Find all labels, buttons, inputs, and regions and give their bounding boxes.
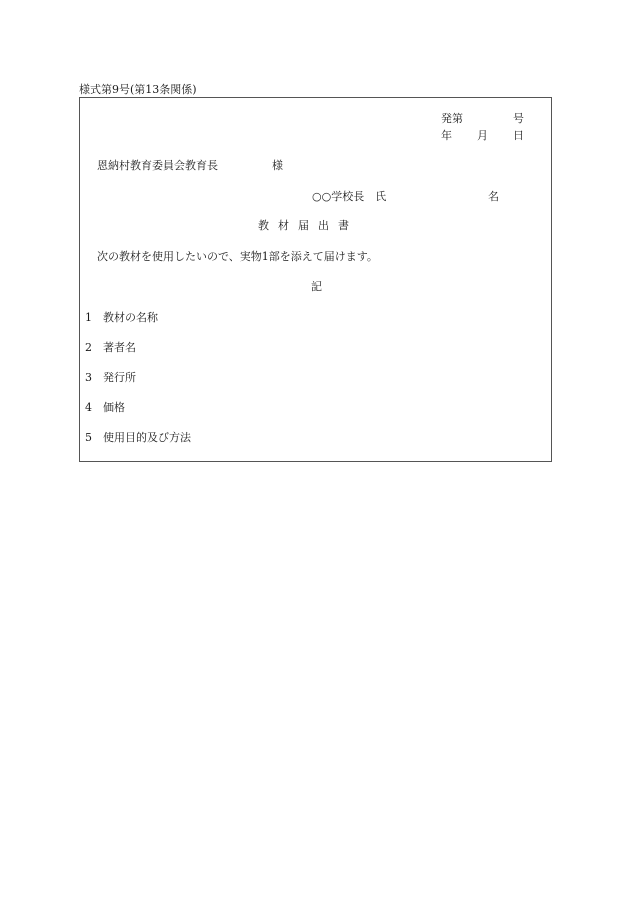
item-number: 1 — [85, 311, 92, 324]
item-number: 3 — [85, 371, 92, 384]
issue-number-suffix: 号 — [513, 112, 524, 125]
date-year: 年 — [441, 129, 452, 142]
list-item — [85, 311, 158, 325]
item-label: 価格 — [103, 401, 125, 414]
item-label: 発行所 — [103, 371, 136, 384]
list-item — [85, 371, 136, 385]
item-label: 使用目的及び方法 — [103, 431, 191, 444]
honorific: 様 — [272, 159, 283, 172]
body-text: 次の教材を使用したいので、実物1部を添えて届けます。 — [97, 250, 378, 263]
sender-title: ○○学校長 氏 — [312, 190, 387, 203]
ki-notation: 記 — [311, 280, 322, 293]
list-item — [85, 401, 125, 415]
item-number: 4 — [85, 401, 92, 414]
sender-name-suffix: 名 — [488, 190, 499, 203]
list-item — [85, 431, 191, 445]
addressee: 恩納村教育委員会教育長 — [97, 159, 218, 172]
date-day: 日 — [513, 129, 524, 142]
item-number: 2 — [85, 341, 92, 354]
item-label: 教材の名称 — [103, 311, 158, 324]
item-label: 著者名 — [103, 341, 136, 354]
document-title: 教材届出書 — [258, 219, 358, 232]
list-item — [85, 341, 136, 355]
date-month: 月 — [477, 129, 488, 142]
item-number: 5 — [85, 431, 92, 444]
notification-form-frame — [79, 97, 552, 462]
form-number-label: 様式第9号(第13条関係) — [79, 83, 197, 96]
issue-number-prefix: 発第 — [441, 112, 463, 125]
